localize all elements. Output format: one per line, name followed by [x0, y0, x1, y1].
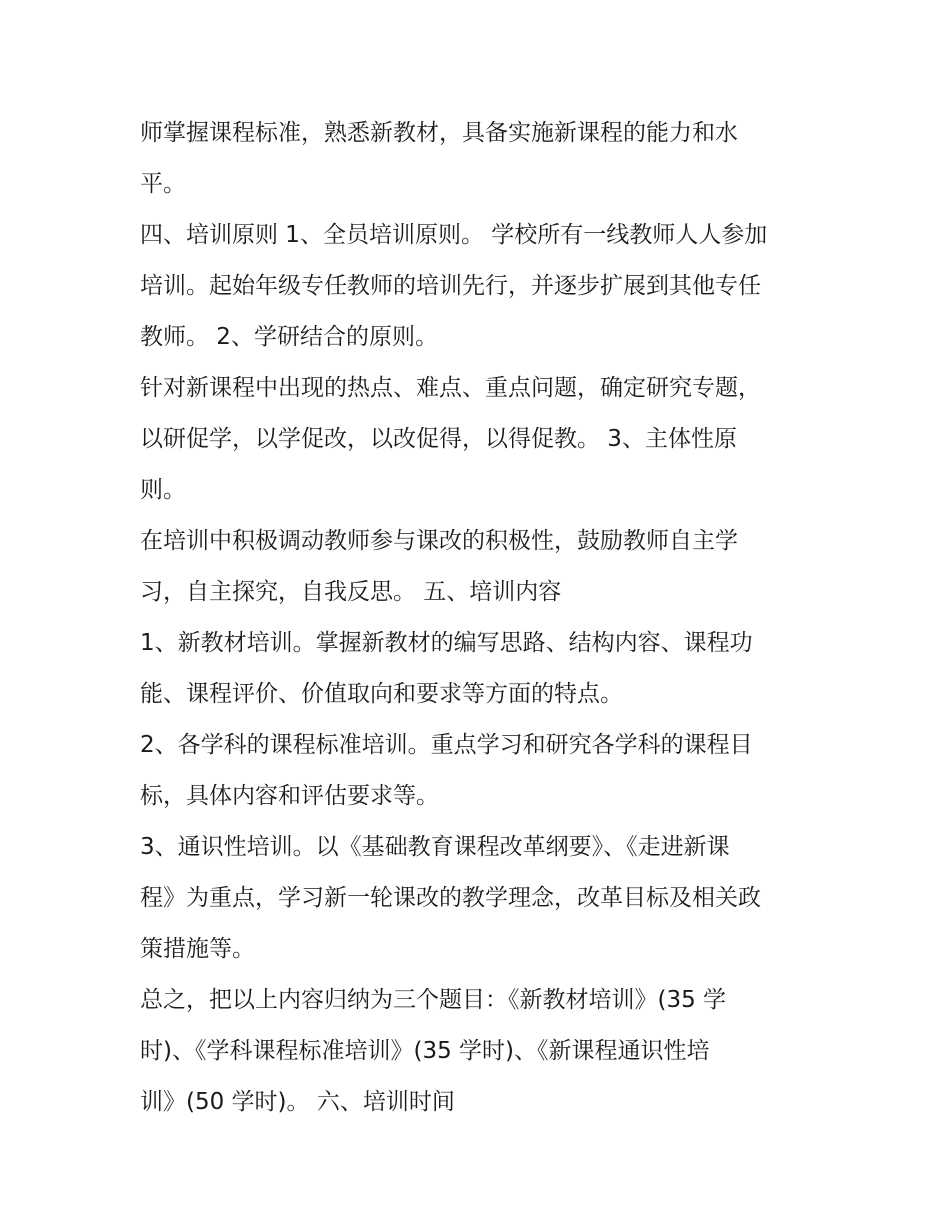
text-line: 以研促学，以学促改，以改促得，以得促教。 3、主体性原: [140, 426, 737, 452]
text-line: 在培训中积极调动教师参与课改的积极性，鼓励教师自主学: [140, 528, 738, 554]
text-line: 则。: [140, 477, 186, 503]
text-line: 习，自主探究，自我反思。 五、培训内容: [140, 579, 562, 605]
text-line: 程》为重点，学习新一轮课改的教学理念，改革目标及相关政: [140, 885, 761, 911]
text-line: 时)、《学科课程标准培训》(35 学时)、《新课程通识性培: [140, 1038, 710, 1064]
text-line: 师掌握课程标准，熟悉新教材，具备实施新课程的能力和水: [140, 120, 738, 146]
text-line: 1、新教材培训。掌握新教材的编写思路、结构内容、课程功: [140, 630, 753, 656]
text-line: 四、培训原则 1、全员培训原则。 学校所有一线教师人人参加: [140, 222, 768, 248]
text-line: 能、课程评价、价值取向和要求等方面的特点。: [140, 681, 623, 707]
text-line: 策措施等。: [140, 936, 255, 962]
text-line: 2、各学科的课程标准培训。重点学习和研究各学科的课程目: [140, 732, 753, 758]
text-line: 标，具体内容和评估要求等。: [140, 783, 439, 809]
text-line: 平。: [140, 171, 186, 197]
text-line: 3、通识性培训。以《基础教育课程改革纲要》、《走进新课: [140, 834, 730, 860]
text-line: 训》(50 学时)。 六、培训时间: [140, 1089, 455, 1115]
text-line: 培训。起始年级专任教师的培训先行，并逐步扩展到其他专任: [140, 273, 761, 299]
text-line: 总之，把以上内容归纳为三个题目：《新教材培训》(35 学: [140, 987, 727, 1013]
text-line: 针对新课程中出现的热点、难点、重点问题，确定研究专题，: [140, 375, 761, 401]
document-body: [140, 108, 830, 1128]
text-line: 教师。 2、学研结合的原则。: [140, 324, 438, 350]
